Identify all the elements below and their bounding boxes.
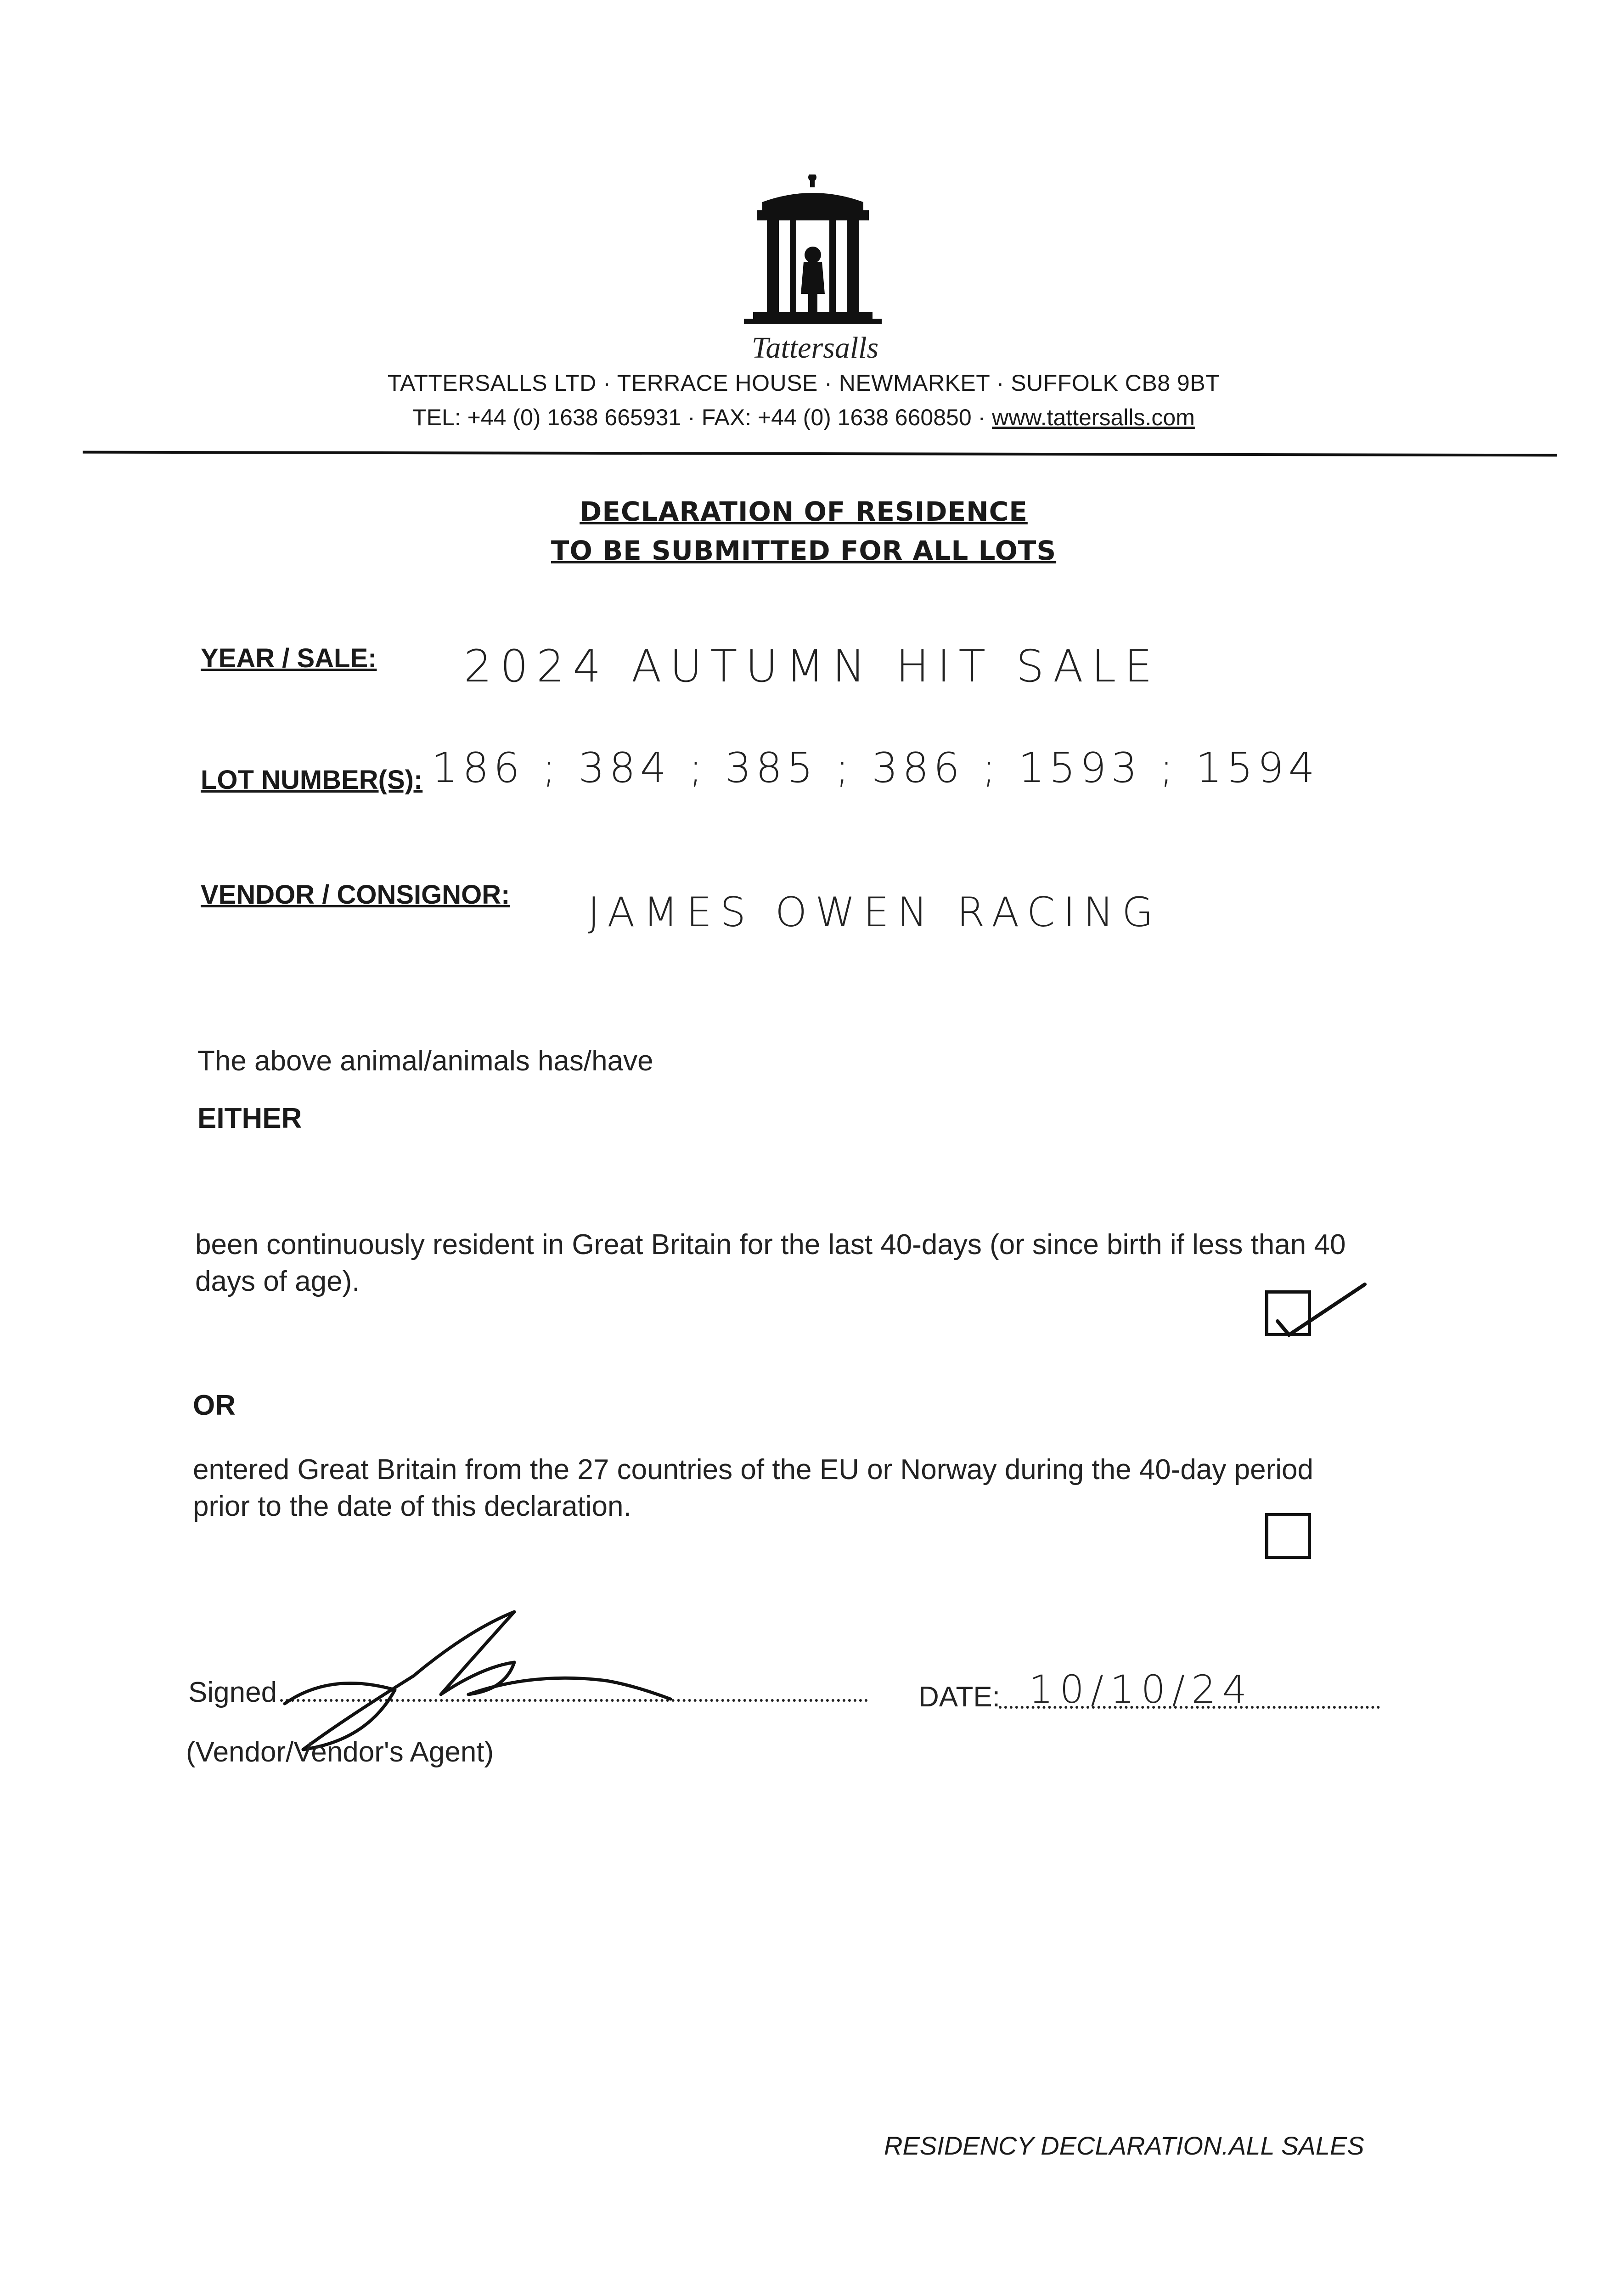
signed-label: Signed bbox=[188, 1677, 277, 1708]
option2-text-line1: entered Great Britain from the 27 countries of the EU or Norway during the 40-day period bbox=[193, 1454, 1313, 1486]
option1-text-line1: been continuously resident in Great Britain for the last 40-days (or since birth if less than 40 bbox=[195, 1229, 1346, 1261]
footer-text: RESIDENCY DECLARATION.ALL SALES bbox=[884, 2131, 1364, 2160]
intro-text: The above animal/animals has/have bbox=[197, 1045, 653, 1077]
company-address: TATTERSALLS LTD · TERRACE HOUSE · NEWMARKET · SUFFOLK CB8 9BT bbox=[387, 370, 1220, 396]
lot-numbers-label: LOT NUMBER(S): bbox=[201, 765, 423, 795]
website-link[interactable]: www.tattersalls.com bbox=[992, 405, 1195, 430]
option2-text-line2: prior to the date of this declaration. bbox=[193, 1491, 631, 1522]
option1-checkbox[interactable] bbox=[1265, 1290, 1311, 1336]
contact-numbers: TEL: +44 (0) 1638 665931 · FAX: +44 (0) 1638 660850 · bbox=[412, 405, 992, 430]
form-subtitle: TO BE SUBMITTED FOR ALL LOTS bbox=[551, 535, 1057, 566]
year-sale-value[interactable]: 2024 AUTUMN HIT SALE bbox=[464, 641, 1161, 692]
header-divider bbox=[83, 451, 1557, 457]
date-value[interactable]: 10/10/24 bbox=[1029, 1667, 1254, 1712]
company-contact bbox=[276, 404, 1332, 431]
agent-label: (Vendor/Vendor's Agent) bbox=[186, 1736, 494, 1768]
checkmark-icon bbox=[1268, 1266, 1388, 1358]
option1-text-line2: days of age). bbox=[195, 1266, 360, 1297]
form-title: DECLARATION OF RESIDENCE bbox=[580, 496, 1028, 527]
vendor-value[interactable]: JAMES OWEN RACING bbox=[588, 889, 1162, 936]
date-label: DATE: bbox=[918, 1681, 1000, 1713]
company-name: Tattersalls bbox=[751, 331, 879, 365]
tattersalls-logo-icon bbox=[735, 174, 891, 331]
or-label: OR bbox=[193, 1390, 236, 1421]
option2-checkbox[interactable] bbox=[1265, 1513, 1311, 1559]
year-sale-label: YEAR / SALE: bbox=[201, 643, 377, 673]
vendor-label: VENDOR / CONSIGNOR: bbox=[201, 880, 510, 910]
either-label: EITHER bbox=[197, 1103, 302, 1134]
lot-numbers-value[interactable]: 186 ; 384 ; 385 ; 386 ; 1593 ; 1594 bbox=[432, 744, 1319, 792]
signature-scribble-icon bbox=[276, 1603, 689, 1754]
